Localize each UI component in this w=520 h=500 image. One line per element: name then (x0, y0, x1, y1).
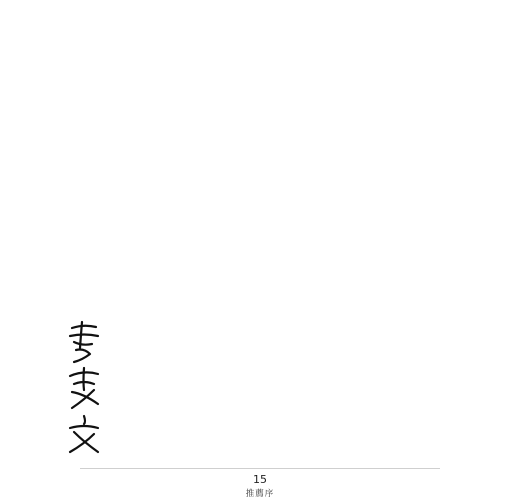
section-label: 推薦序 (245, 489, 275, 499)
footer-divider (80, 468, 440, 469)
body-text (115, 25, 425, 350)
page-number: 15 (253, 473, 267, 486)
handwritten-signature (62, 318, 106, 458)
